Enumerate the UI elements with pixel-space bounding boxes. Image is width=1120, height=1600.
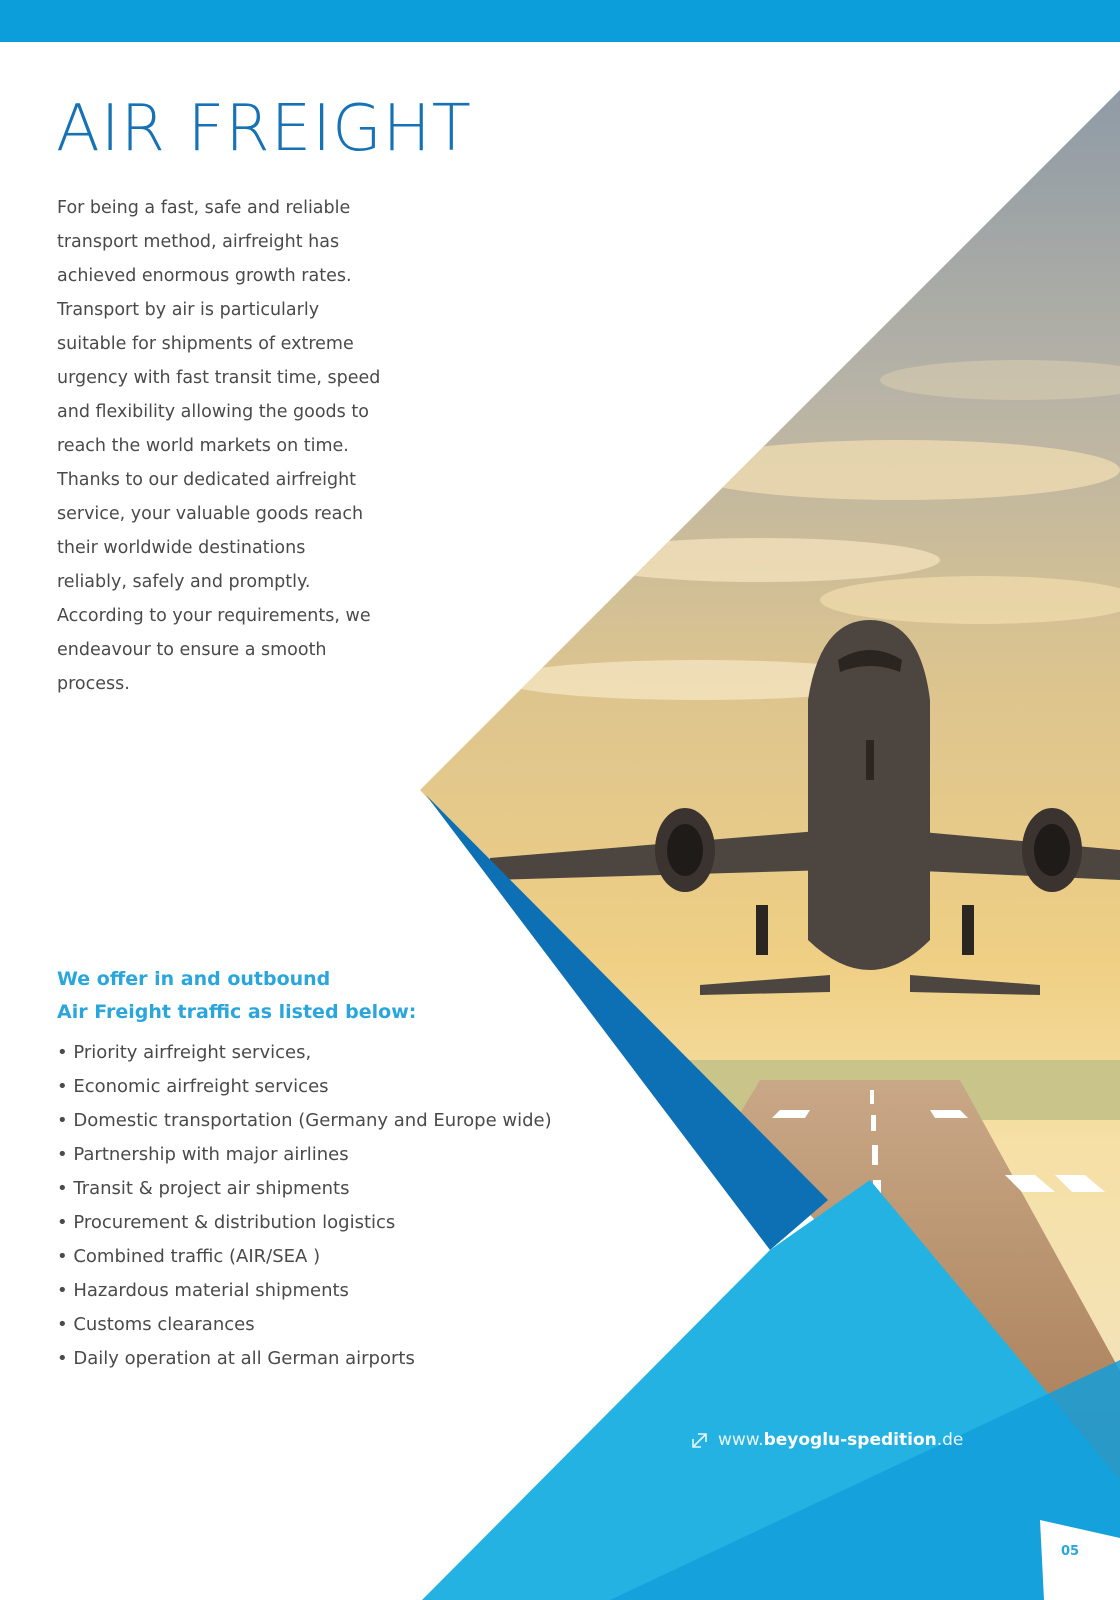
intro-line: process. <box>57 674 130 694</box>
intro-line: service, your valuable goods reach <box>57 504 364 524</box>
page-title: AIR FREIGHT <box>56 92 472 166</box>
list-item: • Combined traffic (AIR/SEA ) <box>57 1240 552 1274</box>
intro-line: For being a fast, safe and reliable <box>57 198 351 218</box>
website-link[interactable] <box>690 1430 963 1450</box>
intro-line: their worldwide destinations <box>57 538 306 558</box>
intro-line: transport method, airfreight has <box>57 232 340 252</box>
services-heading <box>57 963 416 1029</box>
intro-line: and flexibility allowing the goods to <box>57 402 369 422</box>
list-item: • Procurement & distribution logistics <box>57 1206 552 1240</box>
list-item: • Customs clearances <box>57 1308 552 1342</box>
list-item: • Transit & project air shipments <box>57 1172 552 1206</box>
list-item: • Domestic transportation (Germany and Europe wide) <box>57 1104 552 1138</box>
intro-line: reach the world markets on time. <box>57 436 349 456</box>
list-item: • Economic airfreight services <box>57 1070 552 1104</box>
intro-line: Thanks to our dedicated airfreight <box>57 470 357 490</box>
list-item: • Hazardous material shipments <box>57 1274 552 1308</box>
website-suffix: .de <box>936 1430 964 1450</box>
page-number: 05 <box>1061 1544 1080 1559</box>
services-list <box>57 1036 552 1376</box>
list-item: • Priority airfreight services, <box>57 1036 552 1070</box>
intro-line: endeavour to ensure a smooth <box>57 640 327 660</box>
external-link-arrow-icon <box>690 1430 710 1450</box>
intro-line: achieved enormous growth rates. <box>57 266 352 286</box>
website-domain: beyoglu-spedition <box>763 1430 937 1450</box>
list-item: • Partnership with major airlines <box>57 1138 552 1172</box>
list-item: • Daily operation at all German airports <box>57 1342 552 1376</box>
intro-line: According to your requirements, we <box>57 606 371 626</box>
services-heading-line: We offer in and outbound <box>57 968 331 990</box>
website-prefix: www. <box>718 1430 764 1450</box>
services-heading-line: Air Freight traffic as listed below: <box>57 1001 417 1023</box>
website-url <box>718 1430 963 1450</box>
intro-line: Transport by air is particularly <box>57 300 320 320</box>
intro-line: suitable for shipments of extreme <box>57 334 354 354</box>
intro-line: reliably, safely and promptly. <box>57 572 311 592</box>
intro-line: urgency with fast transit time, speed <box>57 368 381 388</box>
intro-paragraph <box>57 191 417 701</box>
